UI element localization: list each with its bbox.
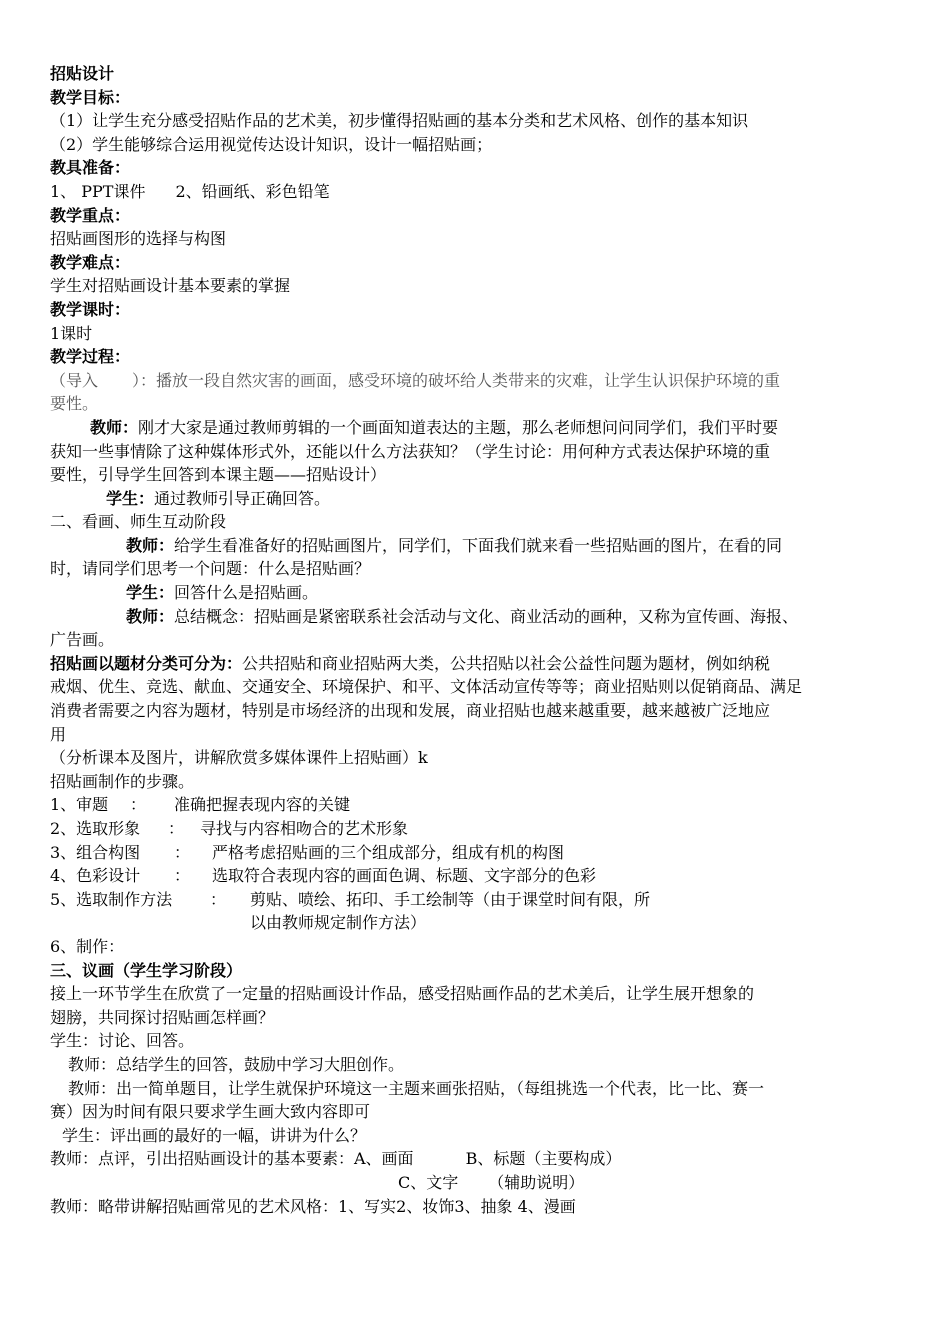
teacher-label: 教师： xyxy=(90,417,139,437)
step-sep: ： xyxy=(168,819,185,838)
teacher-text: 教师：总结学生的回答，鼓励中学习大胆创作。 xyxy=(68,1054,405,1074)
doc-title: 招贴设计 xyxy=(50,64,115,83)
step-5-continued-text: 以由教师规定制作方法） xyxy=(250,913,427,933)
step-sep: ： xyxy=(174,866,191,886)
teacher-para-1-line-2: 获知一些事情除了这种媒体形式外，还能以什么方法获知？（学生讨论：用何种方式表达保护环境的重 xyxy=(50,441,771,461)
time-heading: 教学课时： xyxy=(50,299,131,319)
section-3-teacher-2-line-2: 赛）因为时间有限只要求学生画大致内容即可 xyxy=(50,1102,371,1122)
teacher-text: 总结概念：招贴画是紧密联系社会活动与文化、商业活动的画种，又称为宣传画、海报、 xyxy=(174,606,799,626)
time-text: 1课时 xyxy=(50,323,93,343)
teacher-text: 刚才大家是通过教师剪辑的一个画面知道表达的主题，那么老师想问问同学们，我们平时要 xyxy=(138,417,779,437)
section-3-para-line-1: 接上一环节学生在欣赏了一定量的招贴画设计作品，感受招贴画作品的艺术美后，让学生展开想象的 xyxy=(50,984,755,1004)
category-line-2: 戒烟、优生、竞选、献血、交通安全、环境保护、和平、文体活动宣传等等；商业招贴则以促销商品、满足 xyxy=(50,677,803,697)
steps-heading: 招贴画制作的步骤。 xyxy=(50,771,195,791)
step-line xyxy=(50,793,900,817)
difficulty-heading: 教学难点： xyxy=(50,252,131,272)
student-text: 回答什么是招贴画。 xyxy=(174,583,319,603)
teacher-label: 教师： xyxy=(126,535,175,555)
category-para xyxy=(50,652,900,676)
teacher-label: 教师： xyxy=(126,606,175,626)
tools-line xyxy=(50,180,900,204)
step-line xyxy=(50,817,900,841)
intro-line-2: 要性。 xyxy=(50,394,99,414)
step-number: 5、选取制作方法 xyxy=(50,889,173,909)
student-label: 学生： xyxy=(106,488,155,508)
key-heading: 教学重点： xyxy=(50,205,131,225)
teacher-text: 教师：出一简单题目，让学生就保护环境这一主题来画张招贴，（每组挑选一个代表，比一比、赛一 xyxy=(68,1078,765,1098)
section-2-heading: 二、看画、师生互动阶段 xyxy=(50,512,227,532)
teacher-para-3 xyxy=(50,605,900,629)
section-3-teacher-3-line-2 xyxy=(50,1171,900,1195)
category-line-3: 消费者需要之内容为题材，特别是市场经济的出现和发展，商业招贴也越来越重要，越来越被广泛地应 xyxy=(50,701,771,721)
student-para-1 xyxy=(50,487,900,511)
step-desc: 寻找与内容相吻合的艺术形象 xyxy=(200,819,409,838)
goal-line-1: （1）让学生充分感受招贴作品的艺术美，初步懂得招贴画的基本分类和艺术风格、创作的基本知识 xyxy=(50,111,749,131)
key-text: 招贴画图形的选择与构图 xyxy=(50,229,227,249)
section-3-student-2 xyxy=(50,1124,900,1148)
element-title: B、标题（主要构成） xyxy=(465,1149,622,1169)
student-text: 通过教师引导正确回答。 xyxy=(154,488,331,508)
teacher-text: 教师：点评，引出招贴画设计的基本要素：A、画面 xyxy=(50,1149,414,1169)
category-label: 招贴画以题材分类可分为： xyxy=(50,653,243,673)
section-3-teacher-4: 教师：略带讲解招贴画常见的艺术风格：1、写实2、妆饰3、抽象 4、漫画 xyxy=(50,1196,576,1216)
step-sep: ： xyxy=(130,795,147,815)
category-line-4: 用 xyxy=(50,724,67,744)
step-sep: ： xyxy=(174,842,191,862)
step-desc: 严格考虑招贴画的三个组成部分，组成有机的构图 xyxy=(212,842,565,862)
step-desc: 剪贴、喷绘、拓印、手工绘制等（由于课堂时间有限，所 xyxy=(250,889,651,909)
intro-label: （导入 xyxy=(50,370,99,390)
student-text: 学生：评出画的最好的一幅，讲讲为什么？ xyxy=(62,1125,367,1145)
step-line xyxy=(50,888,900,912)
teacher-para-3-line-2: 广告画。 xyxy=(50,630,115,650)
step-line xyxy=(50,841,900,865)
lesson-plan-document xyxy=(50,62,900,1218)
step-number: 2、选取形象 xyxy=(50,819,141,838)
category-text: 公共招贴和商业招贴两大类，公共招贴以社会公益性问题为题材，例如纳税 xyxy=(242,653,771,673)
step-desc: 准确把握表现内容的关键 xyxy=(174,795,351,815)
teacher-para-1 xyxy=(50,416,900,440)
tools-item-2: 2、铅画纸、彩色铅笔 xyxy=(175,181,330,201)
difficulty-text: 学生对招贴画设计基本要素的掌握 xyxy=(50,276,291,296)
intro-text: ）：播放一段自然灾害的画面，感受环境的破坏给人类带来的灾难，让学生认识保护环境的重 xyxy=(132,370,781,390)
section-3-teacher-3 xyxy=(50,1147,900,1171)
step-5-continued xyxy=(50,911,900,935)
analysis-line: （分析课本及图片，讲解欣赏多媒体课件上招贴画）k xyxy=(50,748,428,768)
step-6: 6、制作： xyxy=(50,936,125,956)
step-number: 1、审题 xyxy=(50,795,109,815)
student-label: 学生： xyxy=(126,583,175,603)
section-3-para-line-2: 翅膀，共同探讨招贴画怎样画？ xyxy=(50,1007,275,1027)
step-line xyxy=(50,864,900,888)
student-para-2 xyxy=(50,581,900,605)
step-desc: 选取符合表现内容的画面色调、标题、文字部分的色彩 xyxy=(212,866,597,886)
section-3-heading: 三、议画（学生学习阶段） xyxy=(50,960,243,980)
step-sep: ： xyxy=(210,889,227,909)
element-text: C、文字 xyxy=(398,1172,459,1192)
tools-item-1: 1、 PPT课件 xyxy=(50,181,146,201)
section-3-student-1: 学生：讨论、回答。 xyxy=(50,1031,195,1051)
teacher-text: 给学生看准备好的招贴画图片，同学们，下面我们就来看一些招贴画的图片，在看的同 xyxy=(174,535,783,555)
section-3-teacher-1 xyxy=(50,1053,900,1077)
step-number: 4、色彩设计 xyxy=(50,866,141,886)
element-note: （辅助说明） xyxy=(488,1172,585,1192)
tools-heading: 教具准备： xyxy=(50,158,131,178)
teacher-para-2 xyxy=(50,534,900,558)
goal-heading: 教学目标： xyxy=(50,87,131,107)
teacher-para-1-line-3: 要性，引导学生回答到本课主题——招贴设计） xyxy=(50,465,387,485)
step-number: 3、组合构图 xyxy=(50,842,141,862)
section-3-teacher-2 xyxy=(50,1077,900,1101)
process-heading: 教学过程： xyxy=(50,347,131,367)
intro-line xyxy=(50,369,900,393)
teacher-para-2-line-2: 时，请同学们思考一个问题：什么是招贴画？ xyxy=(50,559,371,579)
goal-line-2: （2）学生能够综合运用视觉传达设计知识，设计一幅招贴画； xyxy=(50,134,493,154)
